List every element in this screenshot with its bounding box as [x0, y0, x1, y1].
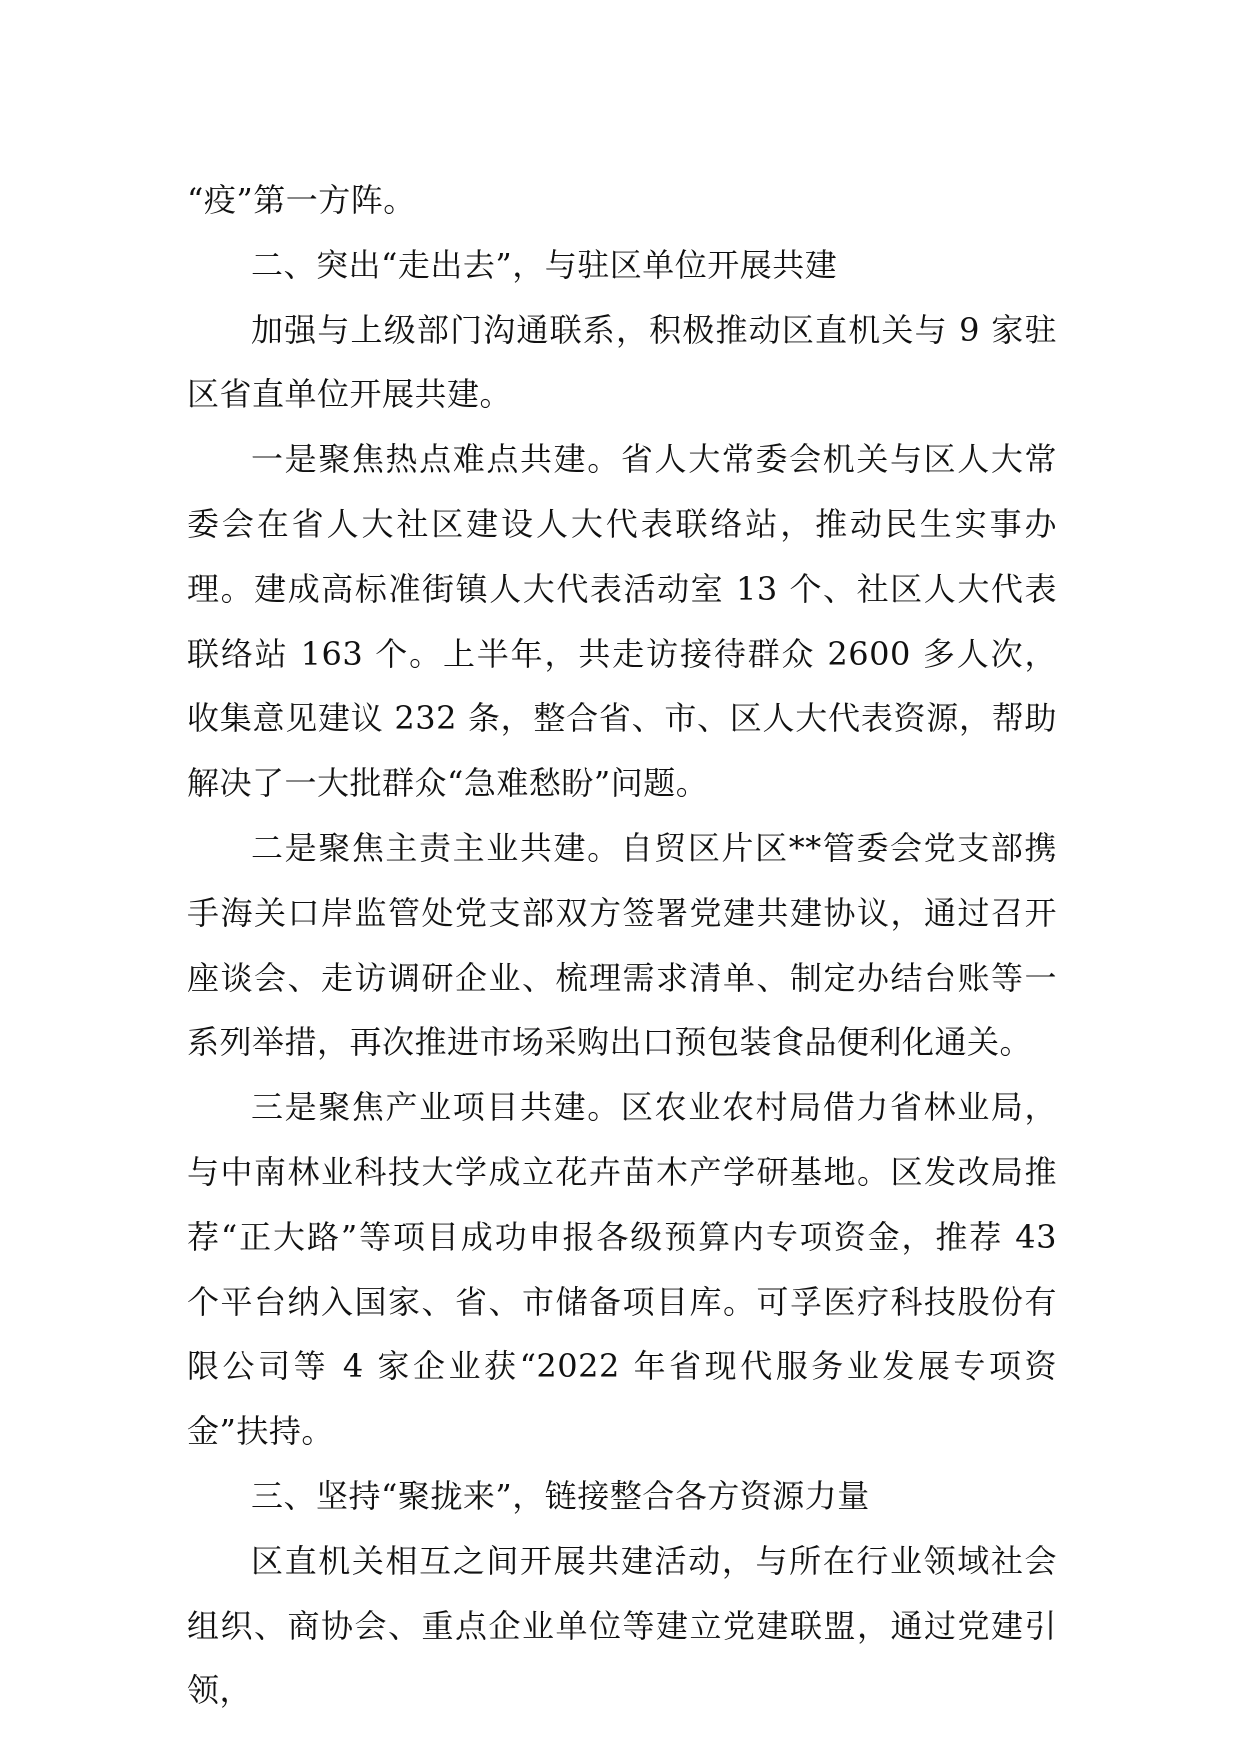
paragraph-point-2: 二是聚焦主责主业共建。自贸区片区**管委会党支部携手海关口岸监管处党支部双方签署党建共建协议，通过召开座谈会、走访调研企业、梳理需求清单、制定办结台账等一系列举措，再次推进市场采购出口预包装食品便利化通关。 — [187, 828, 1057, 1062]
paragraph-point-1: 一是聚焦热点难点共建。省人大常委会机关与区人大常委会在省人大社区建设人大代表联络站，推动民生实事办理。建成高标准街镇人大代表活动室 13 个、社区人大代表联络站 163 个。上半年，共走访接待群众 2600 多人次，收集意见建议 232 条，整合省、市、区人大代表资源，帮助解决了一大批群众“急难愁盼”问题。 — [187, 440, 1057, 803]
paragraph-point-3: 三是聚焦产业项目共建。区农业农村局借力省林业局，与中南林业科技大学成立花卉苗木产学研基地。区发改局推荐“正大路”等项目成功申报各级预算内专项资金，推荐 43 个平台纳入国家、省、市储备项目库。可孚医疗科技股份有限公司等 4 家企业获“2022 年省现代服务业发展专项资金”扶持。 — [187, 1088, 1057, 1451]
paragraph-intro: 加强与上级部门沟通联系，积极推动区直机关与 9 家驻区省直单位开展共建。 — [187, 310, 1057, 414]
paragraph-section-3-body: 区直机关相互之间开展共建活动，与所在行业领域社会组织、商协会、重点企业单位等建立党建联盟，通过党建引领， — [187, 1541, 1057, 1710]
section-heading-2: 二、突出“走出去”，与驻区单位开展共建 — [251, 245, 838, 284]
section-heading-3: 三、坚持“聚拢来”，链接整合各方资源力量 — [251, 1476, 870, 1515]
paragraph-continuation: “疫”第一方阵。 — [187, 181, 416, 219]
document-body — [187, 168, 1057, 1723]
